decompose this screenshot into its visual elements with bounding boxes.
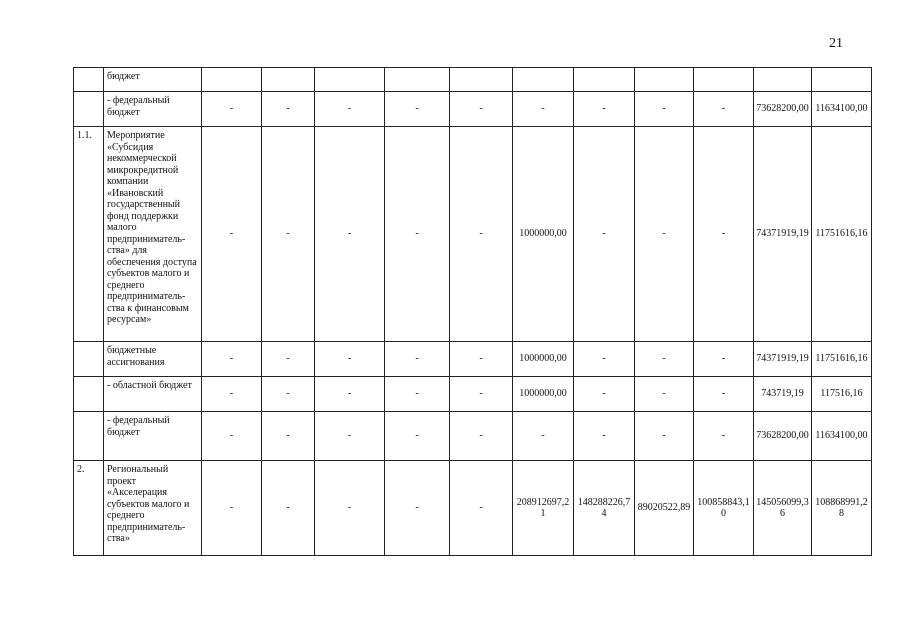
table-row (74, 342, 872, 377)
value-cell: 108868991,28 (812, 461, 872, 556)
value-cell: 1000000,00 (513, 377, 574, 412)
value-cell: - (202, 377, 262, 412)
value-cell (694, 68, 754, 92)
row-name-cell: бюджетные ассигнования (104, 342, 202, 377)
table-row (74, 461, 872, 556)
value-cell: - (202, 461, 262, 556)
value-cell: 73628200,00 (754, 412, 812, 461)
row-name-cell: - федеральный бюджет (104, 412, 202, 461)
value-cell: - (694, 342, 754, 377)
value-cell: - (385, 377, 450, 412)
row-name-cell: - областной бюджет (104, 377, 202, 412)
value-cell: - (202, 342, 262, 377)
value-cell: 1000000,00 (513, 127, 574, 342)
value-cell (513, 68, 574, 92)
value-cell: - (262, 92, 315, 127)
value-cell: 743719,19 (754, 377, 812, 412)
value-cell: - (574, 127, 635, 342)
value-cell: 1000000,00 (513, 342, 574, 377)
row-number-cell (74, 377, 104, 412)
table-row (74, 412, 872, 461)
value-cell: - (574, 377, 635, 412)
value-cell: - (385, 461, 450, 556)
value-cell: 117516,16 (812, 377, 872, 412)
value-cell: - (450, 342, 513, 377)
page-number: 21 (829, 36, 843, 51)
value-cell: 11634100,00 (812, 412, 872, 461)
value-cell: - (635, 342, 694, 377)
value-cell (385, 68, 450, 92)
row-number-cell: 2. (74, 461, 104, 556)
value-cell: - (694, 412, 754, 461)
value-cell: - (315, 412, 385, 461)
value-cell: - (262, 461, 315, 556)
value-cell: 11751616,16 (812, 127, 872, 342)
value-cell: 148288226,74 (574, 461, 635, 556)
table-row (74, 92, 872, 127)
row-name-cell: - федеральный бюджет (104, 92, 202, 127)
value-cell: - (513, 412, 574, 461)
value-cell (754, 68, 812, 92)
value-cell: - (635, 412, 694, 461)
value-cell: - (513, 92, 574, 127)
row-name-cell: Региональный проект «Акселерация субъектов малого и среднего предприниматель-ства» (104, 461, 202, 556)
value-cell: - (574, 342, 635, 377)
value-cell: 100858843,10 (694, 461, 754, 556)
value-cell: - (450, 412, 513, 461)
value-cell: 208912697,21 (513, 461, 574, 556)
value-cell: - (450, 127, 513, 342)
value-cell: - (450, 461, 513, 556)
table-row (74, 68, 872, 92)
value-cell: 11751616,16 (812, 342, 872, 377)
value-cell: - (694, 92, 754, 127)
value-cell: - (450, 92, 513, 127)
value-cell: - (635, 92, 694, 127)
value-cell: 73628200,00 (754, 92, 812, 127)
value-cell: - (202, 127, 262, 342)
row-number-cell (74, 412, 104, 461)
value-cell: - (694, 127, 754, 342)
value-cell (812, 68, 872, 92)
row-number-cell (74, 342, 104, 377)
value-cell: - (385, 342, 450, 377)
value-cell: - (315, 127, 385, 342)
value-cell: - (385, 127, 450, 342)
value-cell: 11634100,00 (812, 92, 872, 127)
row-number-cell (74, 92, 104, 127)
row-name-cell: Мероприятие «Субсидия некоммерческой микрокредитной компании «Ивановский государственный фонд поддержки малого предприниматель-ства» для обеспечения доступа субъектов малого и среднего предприниматель-ства к финансовым ресурсам» (104, 127, 202, 342)
value-cell: - (450, 377, 513, 412)
value-cell: - (315, 342, 385, 377)
row-number-cell (74, 68, 104, 92)
value-cell: - (694, 377, 754, 412)
value-cell (635, 68, 694, 92)
value-cell: - (574, 92, 635, 127)
value-cell (202, 68, 262, 92)
value-cell: 74371919,19 (754, 127, 812, 342)
value-cell: - (385, 92, 450, 127)
value-cell (315, 68, 385, 92)
row-number-cell: 1.1. (74, 127, 104, 342)
value-cell: - (635, 377, 694, 412)
value-cell: - (574, 412, 635, 461)
value-cell: - (262, 342, 315, 377)
value-cell: - (262, 377, 315, 412)
table-row (74, 127, 872, 342)
value-cell: - (262, 127, 315, 342)
value-cell: - (202, 92, 262, 127)
value-cell: - (635, 127, 694, 342)
value-cell: 74371919,19 (754, 342, 812, 377)
value-cell: - (202, 412, 262, 461)
value-cell: - (385, 412, 450, 461)
budget-table-body (74, 68, 872, 556)
value-cell: 89020522,89 (635, 461, 694, 556)
table-row (74, 377, 872, 412)
value-cell (262, 68, 315, 92)
value-cell: - (315, 377, 385, 412)
value-cell (450, 68, 513, 92)
row-name-cell: бюджет (104, 68, 202, 92)
budget-table (73, 67, 872, 556)
value-cell (574, 68, 635, 92)
value-cell: - (315, 461, 385, 556)
value-cell: 145056099,36 (754, 461, 812, 556)
value-cell: - (262, 412, 315, 461)
value-cell: - (315, 92, 385, 127)
